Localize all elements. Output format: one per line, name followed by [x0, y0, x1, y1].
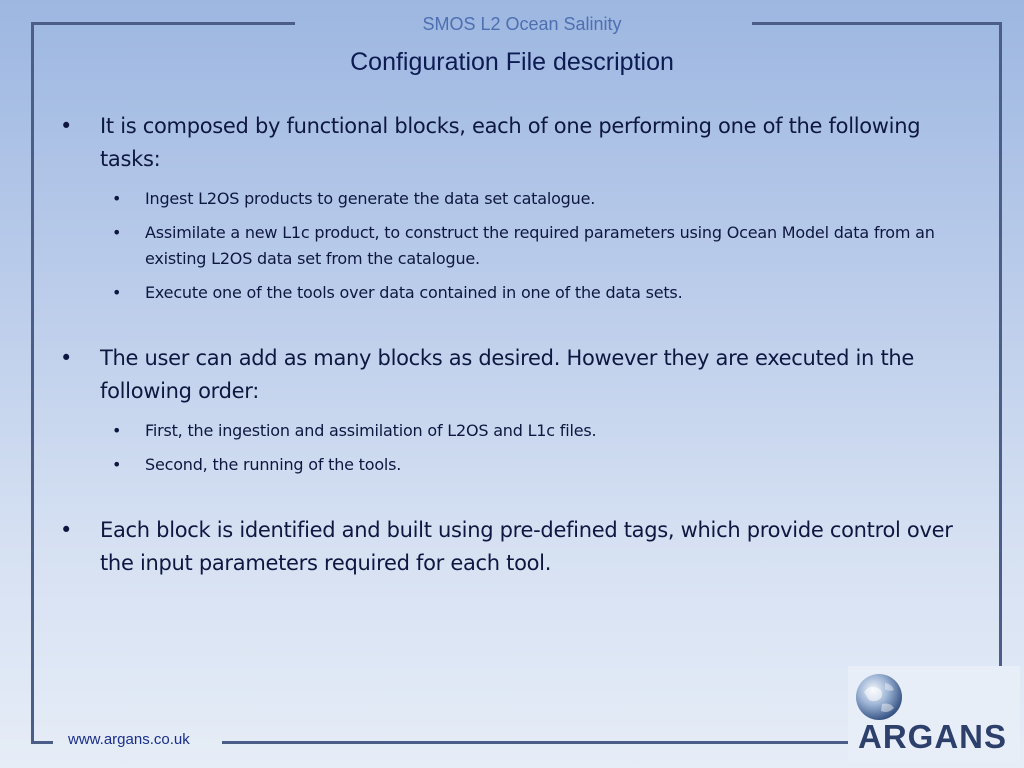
bullet-marker: •	[112, 223, 122, 242]
bullet-marker: •	[60, 518, 73, 542]
sub-bullet-text: Execute one of the tools over data contained in one of the data sets.	[145, 283, 683, 302]
sub-bullet-text: Second, the running of the tools.	[145, 455, 402, 474]
argans-logo: ARGANS	[858, 718, 1008, 755]
bullet-list	[60, 110, 980, 580]
sub-bullet-item	[60, 220, 980, 272]
sub-bullet-text: Ingest L2OS products to generate the data set catalogue.	[145, 189, 596, 208]
sub-bullet-item	[60, 186, 980, 212]
slide-title: Configuration File description	[350, 48, 674, 76]
bullet-text: Each block is identified and built using pre-defined tags, which provide control over the input parameters required for each tool.	[100, 518, 953, 575]
globe-icon	[854, 672, 904, 722]
sub-bullet-text: Assimilate a new L1c product, to construct the required parameters using Ocean Model data from an existing L2OS data set from the catalogue.	[145, 223, 935, 268]
frame-bottom-left-line	[31, 741, 53, 744]
bullet-item	[60, 514, 980, 580]
frame-left-line	[31, 22, 34, 744]
frame-top-right-line	[752, 22, 1002, 25]
frame-bottom-right-line	[222, 741, 848, 744]
sub-bullet-item	[60, 280, 980, 306]
bullet-marker: •	[60, 114, 73, 138]
bullet-text: It is composed by functional blocks, each of one performing one of the following tasks:	[100, 114, 921, 171]
frame-right-line	[999, 22, 1002, 712]
bullet-text: The user can add as many blocks as desired. However they are executed in the following order:	[100, 346, 915, 403]
bullet-item	[60, 110, 980, 176]
sub-bullet-item	[60, 418, 980, 444]
frame-top-left-line	[33, 22, 295, 25]
bullet-marker: •	[112, 455, 122, 474]
bullet-item	[60, 342, 980, 408]
bullet-marker: •	[112, 283, 122, 302]
footer-url-link[interactable]: www.argans.co.uk	[68, 731, 190, 748]
bullet-marker: •	[60, 346, 73, 370]
sub-bullet-item	[60, 452, 980, 478]
bullet-marker: •	[112, 189, 122, 208]
header-title: SMOS L2 Ocean Salinity	[422, 14, 622, 34]
sub-bullet-text: First, the ingestion and assimilation of L2OS and L1c files.	[145, 421, 597, 440]
bullet-marker: •	[112, 421, 122, 440]
